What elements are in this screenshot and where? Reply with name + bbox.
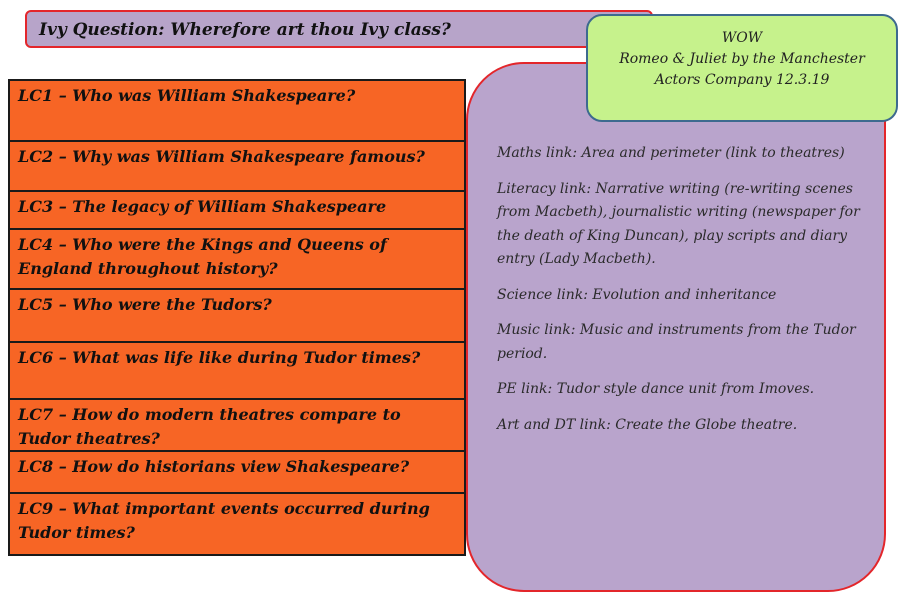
lc-item-8 xyxy=(10,450,464,492)
wow-box xyxy=(586,14,898,122)
lc-label: LC5 – Who were the Tudors? xyxy=(18,295,272,314)
music-link: Music link: Music and instruments from the Tudor period. xyxy=(497,322,856,362)
learning-challenges-list xyxy=(8,79,466,556)
science-link: Science link: Evolution and inheritance xyxy=(497,286,777,303)
art-dt-link: Art and DT link: Create the Globe theatre. xyxy=(497,416,798,433)
lc-item-3 xyxy=(10,190,464,228)
lc-label: LC2 – Why was William Shakespeare famous? xyxy=(18,147,425,166)
lc-item-9 xyxy=(10,492,464,554)
lc-item-7 xyxy=(10,398,464,450)
lc-label: LC6 – What was life like during Tudor times? xyxy=(18,348,421,367)
lc-item-5 xyxy=(10,288,464,341)
lc-label: LC4 – Who were the Kings and Queens of England throughout history? xyxy=(18,235,387,278)
lc-item-1 xyxy=(10,81,464,140)
lc-item-2 xyxy=(10,140,464,190)
wow-line-1: Romeo & Juliet by the Manchester xyxy=(619,51,865,67)
ivy-question-text: Ivy Question: Wherefore art thou Ivy class? xyxy=(39,20,451,40)
lc-label: LC3 – The legacy of William Shakespeare xyxy=(18,197,387,216)
pe-link: PE link: Tudor style dance unit from Imoves. xyxy=(497,381,815,397)
ivy-question-banner xyxy=(25,10,653,48)
lc-label: LC1 – Who was William Shakespeare? xyxy=(18,86,356,105)
lc-label: LC9 – What important events occurred during Tudor times? xyxy=(18,499,430,542)
lc-label: LC7 – How do modern theatres compare to Tudor theatres? xyxy=(18,405,401,448)
lc-label: LC8 – How do historians view Shakespeare? xyxy=(18,457,410,476)
lc-item-6 xyxy=(10,341,464,398)
curriculum-links-list xyxy=(497,142,862,449)
lc-item-4 xyxy=(10,228,464,288)
maths-link: Maths link: Area and perimeter (link to theatres) xyxy=(497,145,845,161)
wow-title: WOW xyxy=(721,30,763,46)
wow-line-2: Actors Company 12.3.19 xyxy=(654,72,830,88)
literacy-link: Literacy link: Narrative writing (re-writing scenes from Macbeth), journalistic writing (newspaper for the death of King Duncan), play scripts and diary entry (Lady Macbeth). xyxy=(497,180,860,267)
